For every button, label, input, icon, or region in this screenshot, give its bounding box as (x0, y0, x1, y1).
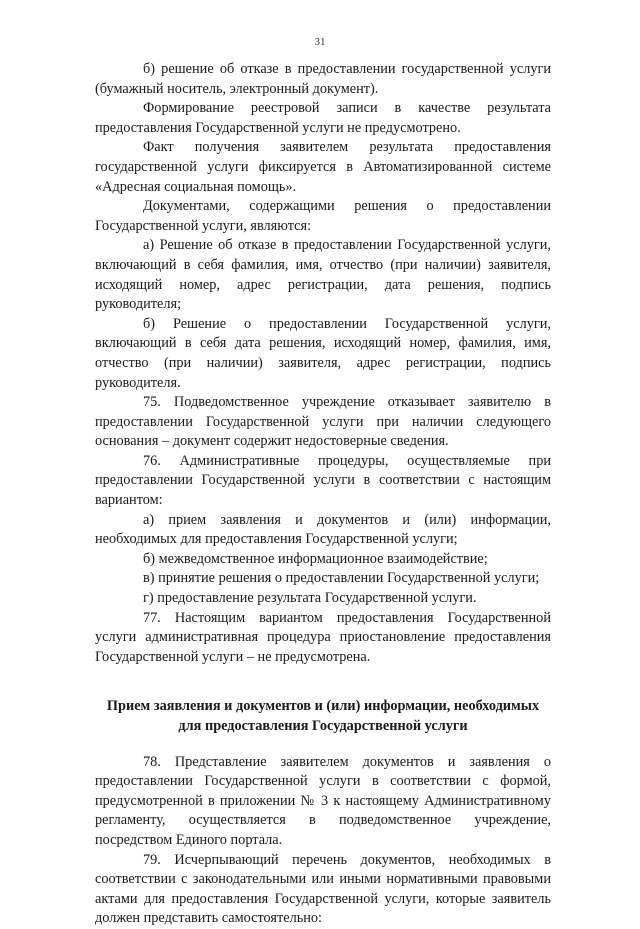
paragraph: 76. Административные процедуры, осуществляемые при предоставлении Государственной услуги в соответствии с настоящим вариантом: (95, 452, 551, 509)
paragraph: Формирование реестровой записи в качестве результата предоставления Государственной услуги не предусмотрено. (95, 100, 551, 136)
list-item: а) Решение об отказе в предоставлении Государственной услуги, включающий в себя фамилия, имя, отчество (при наличии) заявителя, исходящий номер, адрес регистрации, дата решения, подпись руководителя; (95, 237, 551, 313)
list-item: б) межведомственное информационное взаимодействие; (143, 550, 488, 567)
paragraph: Факт получения заявителем результата предоставления государственной услуги фиксируется в Автоматизированной системе «Адресная социальная помощь». (95, 139, 551, 195)
list-item: г) предоставление результата Государственной услуги. (143, 590, 477, 607)
paragraph: 79. Исчерпывающий перечень документов, необходимых в соответствии с законодательными или иными нормативными правовыми актами для предоставления Государственной услуги, которые заявитель должен представить самостоятельно: (95, 851, 551, 927)
list-item: а) прием заявления и документов и (или) информации, необходимых для предоставления Государственной услуги; (95, 511, 551, 548)
paragraph: 78. Представление заявителем документов и заявления о предоставлении Государственной услуги в соответствии с формой, предусмотренной в приложении № 3 к настоящему Административному регламенту, осуществляется в подведомственное учреждение, посредством Единого портала. (95, 753, 551, 848)
paragraph: б) решение об отказе в предоставлении государственной услуги (бумажный носитель, электронный документ). (95, 61, 551, 97)
page-number: 31 (314, 36, 326, 48)
paragraph: Документами, содержащими решения о предоставлении Государственной услуги, являются: (95, 198, 551, 234)
list-item: в) принятие решения о предоставлении Государственной услуги; (143, 570, 540, 587)
page-body (95, 60, 551, 929)
list-item: б) Решение о предоставлении Государственной услуги, включающий в себя дата решения, исходящий номер, фамилия, имя, отчество (при наличии) заявителя, адрес регистрации, подпись руководителя. (95, 315, 551, 391)
section-heading: Прием заявления и документов и (или) информации, необходимых для предоставления Государственной услуги (106, 698, 540, 734)
paragraph: 75. Подведомственное учреждение отказывает заявителю в предоставлении Государственной услуги при наличии следующего основания – документ содержит недостоверные сведения. (95, 394, 551, 450)
paragraph: 77. Настоящим вариантом предоставления Государственной услуги административная процедура приостановление предоставления Государственной услуги – не предусмотрена. (95, 609, 551, 665)
